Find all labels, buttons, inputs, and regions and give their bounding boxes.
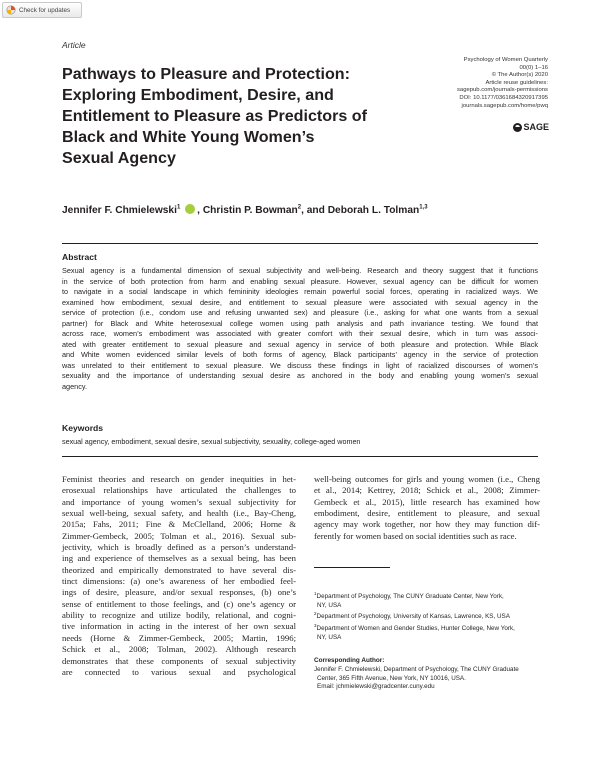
body-line: sexual well-being, sexual safety, and health (i.e., Bay-Cheng,	[62, 508, 296, 519]
body-line: Zimmer-Gembeck, 2005; Tolman et al., 2016). Sexual sub-	[62, 530, 296, 541]
abstract-line: Sexual agency is a fundamental dimension of sexual subjectivity and well-being. Research and theory suggest that it functions	[62, 266, 538, 275]
body-line: Gembeck et al., 2015), little research has examined how	[314, 496, 540, 507]
journal-home-link[interactable]: journals.sagepub.com/home/pwq	[461, 102, 548, 109]
correspondence-line: Center, 365 Fifth Avenue, New York, NY 10016, USA.	[317, 674, 466, 682]
abstract-line: was unrelated to their entitlement to sexual pleasure. We discuss these findings in light of racialized discourses of women’s	[62, 360, 538, 370]
title-line: Exploring Embodiment, Desire, and	[62, 86, 334, 104]
body-line: tive information in acting in the interest of her own sexual	[62, 621, 296, 632]
body-line: jectivity, which is broadly defined as a person’s understand-	[62, 542, 296, 553]
article-type-label: Article	[62, 40, 86, 50]
corresponding-author-heading: Corresponding Author:	[314, 657, 385, 664]
abstract-line: service of protection (i.e., condom use and refusing unwanted sex) and pleasure (i.e., asking for what one wants from a sexual	[62, 308, 538, 317]
correspondence-line: Jennifer F. Chmielewski, Department of Psychology, The CUNY Graduate	[314, 666, 519, 673]
correspondence-email[interactable]: Email: jchmielewski@gradcenter.cuny.edu	[317, 683, 435, 691]
title-line: Pathways to Pleasure and Protection:	[62, 65, 350, 83]
abstract-line: ated with greater entitlement to sexual pleasure and sexual agency in service of both pleasure and protection. While Black	[62, 339, 538, 349]
body-line: tinct dimensions: (a) one’s awareness of her embodied feel-	[62, 576, 296, 587]
affiliations	[314, 590, 540, 642]
abstract-body	[62, 266, 538, 392]
author-name: Jennifer F. Chmielewski	[62, 205, 177, 216]
body-line: and importance of young women’s sexual subjectivity for	[62, 496, 296, 507]
body-line: sense of entitlement to those feelings, and (c) one’s agency or	[62, 598, 296, 609]
author-name: Christin P. Bowman	[202, 205, 298, 216]
title-line: Black and White Young Women’s	[62, 128, 315, 146]
body-line: agency may work together, nor how they may function dif-	[314, 519, 540, 530]
journal-volume: 00(0) 1–16	[519, 64, 548, 71]
body-line: well-being outcomes for girls and young women (i.e., Cheng	[314, 474, 540, 484]
abstract-line: sexuality and the importance of understanding sexual desire as anchored in the body and enabling young women’s sexual	[62, 371, 538, 380]
author-affiliation-mark: 1,3	[419, 204, 428, 211]
author-list	[62, 204, 428, 216]
body-line: ability to recognize and utilize bodily, relational, and cogni-	[62, 610, 296, 621]
author-name: Deborah L. Tolman	[327, 205, 420, 216]
body-text-right-column	[314, 474, 540, 542]
divider	[62, 456, 538, 457]
body-line: needs (Horne & Zimmer-Gembeck, 2005; Martin, 1996;	[62, 632, 296, 643]
body-line: are connected to various sexual and psychological	[62, 666, 296, 677]
body-line: Schick et al., 2008; Tolman, 2002). Although research	[62, 644, 296, 655]
copyright: © The Author(s) 2020	[491, 72, 548, 79]
affiliation-text: NY, USA	[317, 601, 342, 609]
body-line: ferently for women based on social identities such as race.	[314, 530, 517, 541]
affiliation-text: Department of Psychology, The CUNY Graduate Center, New York,	[316, 593, 504, 601]
author-separator: , and	[301, 205, 325, 216]
affiliation-text: Department of Psychology, University of Kansas, Lawrence, KS, USA	[316, 613, 510, 621]
affiliation-number: 1	[314, 591, 317, 596]
author-affiliation-mark: 1	[176, 204, 181, 211]
title-line: Sexual Agency	[62, 149, 176, 167]
abstract-line: in the service of both protection from harm and enabling sexual pleasure. However, sexual agency can be difficult for women	[62, 276, 538, 286]
body-line: theorized and empirically demonstrated to have several dis-	[62, 564, 296, 575]
body-line: erosexual relationships have articulated the challenges to	[62, 485, 296, 496]
body-line: Feminist theories and research on gender inequities in het-	[62, 474, 296, 484]
footnote-divider	[314, 567, 390, 568]
check-for-updates-button[interactable]	[2, 2, 82, 18]
reuse-guidelines-label: Article reuse guidelines:	[485, 79, 548, 86]
affiliation-text: Department of Women and Gender Studies, Hunter College, New York,	[316, 625, 515, 633]
abstract-line: partner) for Black and White heterosexual college women using path analysis and path invariance testing. We found that	[62, 318, 538, 328]
abstract-line: across race, women’s embodiment was associated with greater comfort with their sexual desire, which in turn was associ-	[62, 329, 538, 338]
publisher-logo	[513, 122, 549, 132]
publisher-logo-text: SAGE	[523, 122, 549, 132]
check-for-updates-label: Check for updates	[19, 6, 71, 14]
author-separator: ,	[197, 205, 200, 216]
body-line: et al., 2014; Kettrey, 2018; Schick et al., 2008; Zimmer-	[314, 485, 540, 496]
author-affiliation-mark: 2	[297, 204, 302, 211]
check-for-updates-icon	[6, 5, 16, 15]
keywords-heading: Keywords	[62, 423, 104, 433]
abstract-line: to navigate in a social landscape in which femininity ideologies remain powerful social forces, operating in racialized ways. We	[62, 287, 538, 296]
sage-logo-icon	[513, 123, 522, 132]
journal-info	[408, 57, 548, 110]
body-line: 2015a; Fahs, 2011; Fine & McClelland, 2006; Horne &	[62, 519, 296, 530]
affiliation-text: NY, USA	[317, 633, 342, 641]
paper-title	[62, 64, 402, 169]
keywords-list: sexual agency, embodiment, sexual desire, sexual subjectivity, sexuality, college-aged women	[62, 437, 361, 446]
abstract-line: agency.	[62, 381, 88, 391]
affiliation-number: 2	[314, 611, 317, 617]
body-line: ings of desire, pleasure, and/or sexual responses, (b) one’s	[62, 587, 296, 598]
title-line: Entitlement to Pleasure as Predictors of	[62, 107, 367, 125]
doi[interactable]: DOI: 10.1177/0361684320917395	[459, 94, 548, 101]
abstract-line: examined how embodiment, sexual desire, and entitlement to sexual pleasure were associated with sexual agency in the	[62, 297, 538, 307]
affiliation-number: 3	[314, 622, 317, 628]
body-line: demonstrates that these components of sexual subjectivity	[62, 655, 296, 666]
permissions-link[interactable]: sagepub.com/journals-permissions	[456, 87, 548, 94]
orcid-icon[interactable]	[185, 204, 195, 214]
abstract-line: and White women evidenced similar levels of both forms of agency, Black participants’ agency in the service of protection	[62, 350, 538, 359]
body-line: embodiment, desire, entitlement to pleasure, and sexual	[314, 508, 540, 519]
corresponding-author-details	[314, 666, 540, 692]
journal-name: Psychology of Women Quarterly	[463, 57, 548, 63]
body-line: ing and experience of themselves as a sexual being, has been	[62, 553, 296, 564]
body-text-left-column	[62, 474, 296, 678]
abstract-heading: Abstract	[62, 252, 97, 262]
divider	[62, 243, 538, 244]
